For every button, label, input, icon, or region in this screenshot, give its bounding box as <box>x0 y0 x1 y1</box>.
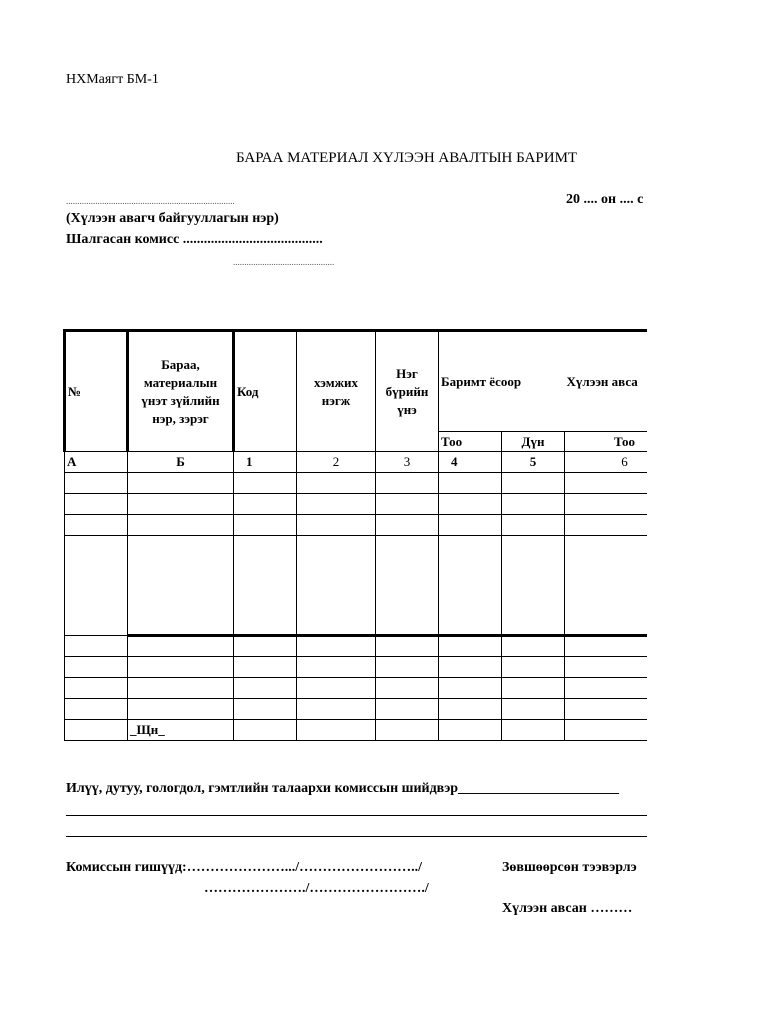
commission-line: Шалгасан комисс ........................................ <box>66 232 323 247</box>
header-unit: хэмжих нэгж <box>297 331 376 452</box>
index-cell: А <box>65 452 128 473</box>
column-index-row <box>65 452 648 473</box>
goods-table <box>63 329 647 741</box>
index-cell: 5 <box>502 452 565 473</box>
commission-members-line2: …………………./……………………./ <box>204 881 429 896</box>
commission-members: Комиссын гишүүд:………………….../……………………../ <box>66 860 422 875</box>
index-cell: 6 <box>565 452 647 473</box>
header-row <box>65 331 648 432</box>
total-row <box>65 720 648 741</box>
index-cell: 3 <box>376 452 439 473</box>
index-cell: 2 <box>297 452 376 473</box>
extra-dots: ............................................. <box>233 257 335 267</box>
index-cell: 4 <box>439 452 502 473</box>
organization-dots: ........................................................................... <box>66 196 235 206</box>
table-row-tall <box>65 536 648 636</box>
table-row <box>65 657 648 678</box>
header-name: Бараа, материалын үнэт зүйлийн нэр, зэрэг <box>128 331 234 452</box>
table-row <box>65 515 648 536</box>
received-by: Хүлээн авсан ……… <box>502 901 633 916</box>
header-no: № <box>65 331 128 452</box>
form-code: НХМаягт БМ-1 <box>66 72 159 87</box>
table-row <box>65 678 648 699</box>
index-cell: 1 <box>234 452 297 473</box>
date-field: 20 .... он .... с <box>566 192 644 207</box>
table-row <box>65 473 648 494</box>
header-received: Хүлээн авса <box>565 331 647 432</box>
organization-label: (Хүлээн авагч байгууллагын нэр) <box>66 211 279 226</box>
document-title: БАРАА МАТЕРИАЛ ХҮЛЭЭН АВАЛТЫН БАРИМТ <box>236 150 578 166</box>
subheader-qty: Тоо <box>439 432 502 452</box>
header-unit-price: Нэг бүрийн үнэ <box>376 331 439 452</box>
total-label: _Щн_ <box>128 720 234 741</box>
subheader-amount: Дүн <box>502 432 565 452</box>
subheader-qty-received: Тоо <box>565 432 647 452</box>
header-code: Код <box>234 331 297 452</box>
index-cell: Б <box>128 452 234 473</box>
commission-decision: Илүү, дутуу, гологдол, гэмтлийн талаархи комиссын шийдвэр_______________________ <box>66 781 620 796</box>
header-by-document: Баримт ёсоор <box>439 331 565 432</box>
table-row <box>65 699 648 720</box>
blank-line <box>66 836 647 837</box>
blank-line <box>66 815 647 816</box>
table-row <box>65 494 648 515</box>
approved-transport: Зөвшөөрсөн тээвэрлэ <box>502 860 637 875</box>
table-row <box>65 636 648 657</box>
